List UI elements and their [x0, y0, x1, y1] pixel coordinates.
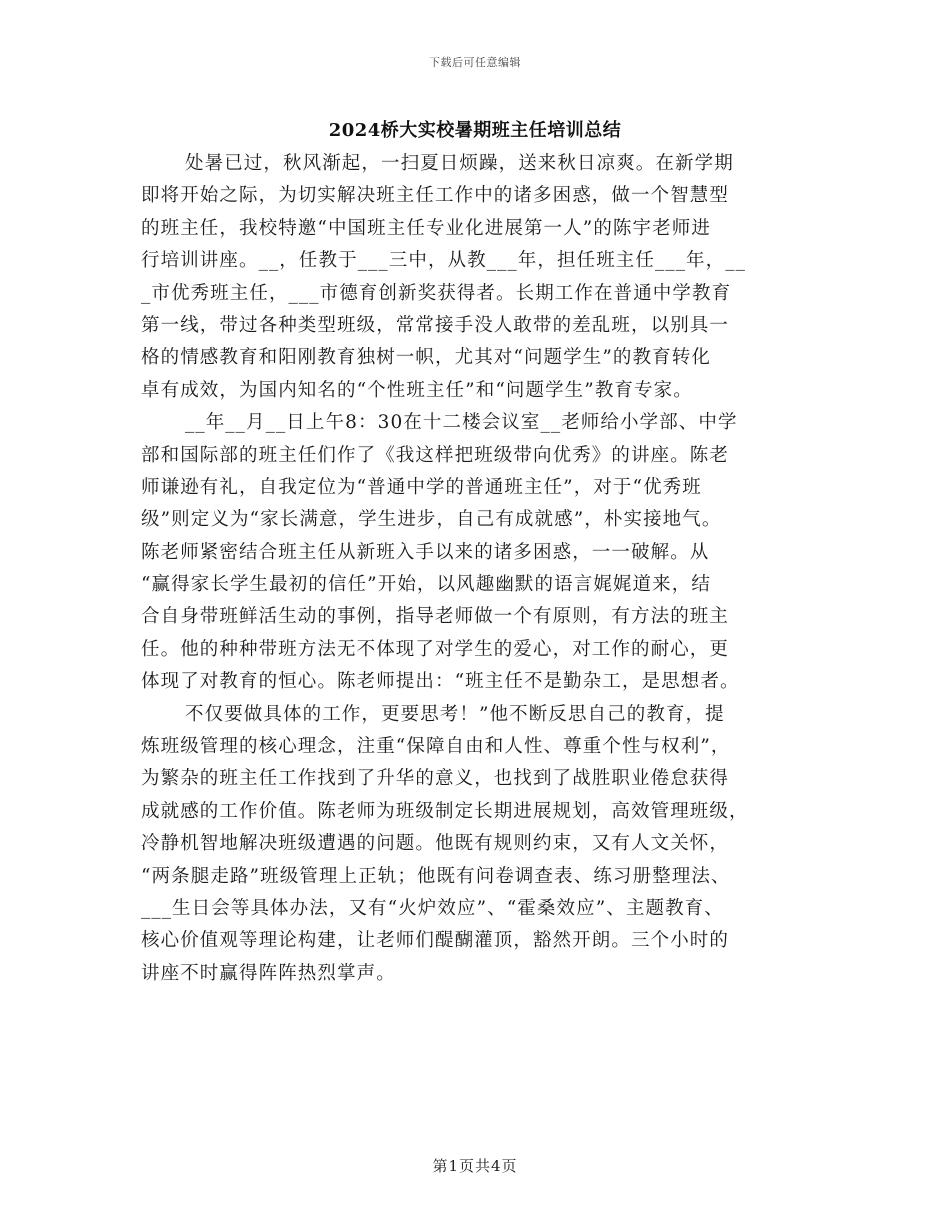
header-note: 下载后可任意编辑: [429, 56, 521, 69]
paragraph-line: 即将开始之际，为切实解决班主任工作中的诸多困惑，做一个智慧型: [141, 185, 730, 207]
paragraph-line: 格的情感教育和阳刚教育独树一帜，尤其对“问题学生”的教育转化: [141, 347, 711, 369]
paragraph-line: 体现了对教育的恒心。陈老师提出：“班主任不是勤杂工，是思想者。: [141, 671, 740, 693]
document-title: 2024桥大实校暑期班主任培训总结: [328, 120, 622, 141]
page-number: 第1页共4页: [432, 1157, 518, 1175]
paragraph-line: 部和国际部的班主任们作了《我这样把班级带向优秀》的讲座。陈老: [141, 444, 730, 466]
paragraph-line: “赢得家长学生最初的信任”开始，以风趣幽默的语言娓娓道来，结: [141, 574, 711, 596]
paragraph-line: 处暑已过，秋风渐起，一扫夏日烦躁，送来秋日凉爽。在新学期: [185, 153, 734, 174]
paragraph-line: 师谦逊有礼，自我定位为“普通中学的普通班主任”，对于“优秀班: [141, 476, 702, 498]
paragraph-line: 冷静机智地解决班级遭遇的问题。他既有规则约束，又有人文关怀，: [141, 833, 730, 855]
paragraph-line: 第一线，带过各种类型班级，常常接手没人敢带的差乱班，以别具一: [141, 314, 730, 336]
paragraph-line: 陈老师紧密结合班主任从新班入手以来的诸多困惑，一一破解。从: [141, 541, 710, 563]
paragraph-line: “两条腿走路”班级管理上正轨；他既有问卷调查表、练习册整理法、: [141, 865, 731, 887]
paragraph-line: 级”则定义为“家长满意，学生进步，自己有成就感”，朴实接地气。: [141, 509, 722, 531]
paragraph-line: _市优秀班主任，___市德育创新奖获得者。长期工作在普通中学教育: [141, 282, 732, 304]
paragraph-line: 任。他的种种带班方法无不体现了对学生的爱心，对工作的耐心，更: [141, 638, 730, 660]
paragraph-line: ___生日会等具体办法，又有“火炉效应”、“霍桑效应”、主题教育、: [141, 897, 724, 919]
paragraph-line: 合自身带班鲜活生动的事例，指导老师做一个有原则，有方法的班主: [141, 606, 730, 628]
paragraph-line: 卓有成效，为国内知名的“个性班主任”和“问题学生”教育专家。: [141, 379, 693, 401]
paragraph-line: 为繁杂的班主任工作找到了升华的意义，也找到了战胜职业倦怠获得: [141, 768, 730, 790]
paragraph-line: 成就感的工作价值。陈老师为班级制定长期进展规划，高效管理班级，: [141, 800, 749, 822]
paragraph-line: 炼班级管理的核心理念，注重“保障自由和人性、尊重个性与权利”，: [141, 736, 731, 758]
paragraph-line: 的班主任，我校特邀“中国班主任专业化进展第一人”的陈宇老师进: [141, 217, 711, 239]
paragraph-line: 行培训讲座。__，任教于___三中，从教___年，担任班主任___年，__: [141, 250, 746, 272]
paragraph-line: 核心价值观等理论构建，让老师们醍醐灌顶，豁然开朗。三个小时的: [141, 930, 730, 952]
document-body: [141, 148, 841, 990]
paragraph-line: 讲座不时赢得阵阵热烈掌声。: [141, 962, 396, 984]
paragraph-line: 不仅要做具体的工作，更要思考！”他不断反思自己的教育，提: [185, 703, 725, 725]
paragraph-line: __年__月__日上午8：30在十二楼会议室__老师给小学部、中学: [185, 412, 738, 434]
